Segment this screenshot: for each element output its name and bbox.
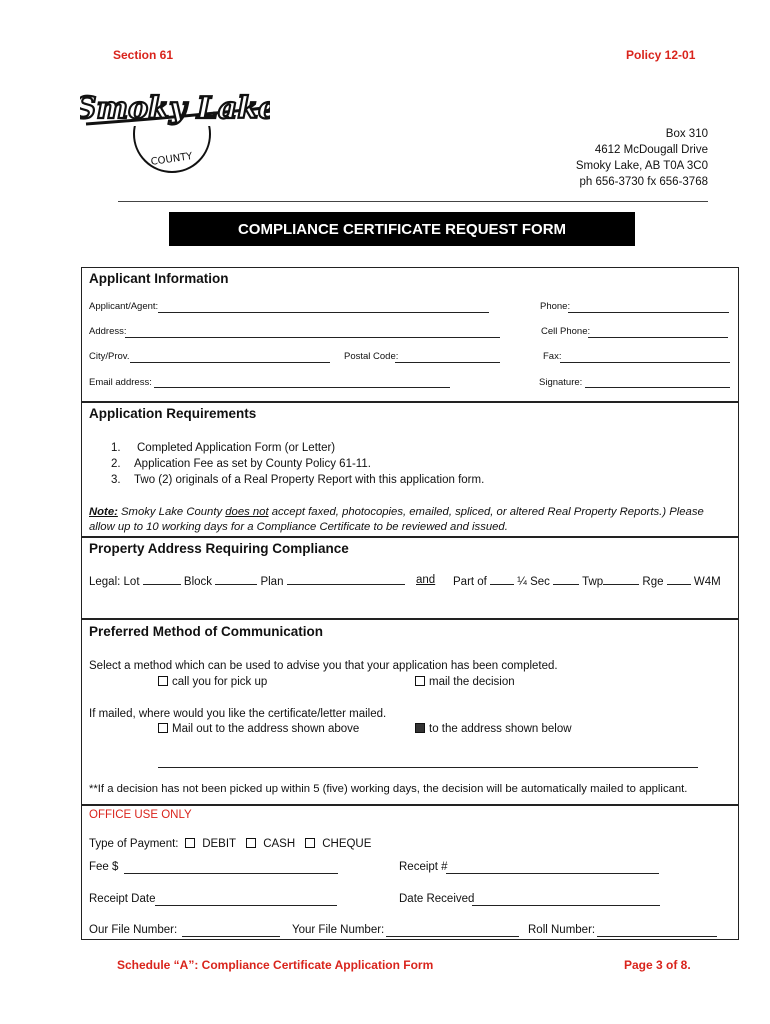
mailed-question: If mailed, where would you like the certificate/letter mailed.: [89, 708, 387, 720]
option-address-below[interactable]: [415, 723, 572, 735]
note-text-b: accept faxed, photocopies, emailed, spliced, or altered Real Property Reports.) Please: [268, 506, 704, 518]
quarter-sec-label: ¼ Sec: [517, 576, 550, 588]
requirements-note: [89, 506, 704, 518]
our-file-number-label: Our File Number:: [89, 924, 178, 936]
sec-field[interactable]: [553, 574, 579, 585]
requirements-heading: Application Requirements: [89, 406, 257, 421]
communication-instruction: Select a method which can be used to advise you that your application has been completed.: [89, 660, 558, 672]
receipt-date-label: Receipt Date: [89, 893, 156, 905]
header-divider: [118, 201, 708, 202]
plan-label: Plan: [260, 576, 284, 588]
receipt-number-label: Receipt #: [399, 861, 448, 873]
your-file-number-field[interactable]: [386, 936, 519, 937]
mailing-address-field[interactable]: [158, 767, 698, 768]
fee-label: Fee $: [89, 861, 119, 873]
page-number: Page 3 of 8.: [624, 958, 691, 972]
checkbox-icon[interactable]: [158, 676, 168, 686]
option-call-pickup[interactable]: [158, 676, 267, 688]
option-call-label: call you for pick up: [172, 676, 268, 688]
address-city: Smoky Lake, AB T0A 3C0: [575, 160, 708, 172]
twp-label: Twp: [582, 576, 604, 588]
and-label: and: [416, 574, 436, 586]
requirement-item: Application Fee as set by County Policy 61-11.: [134, 458, 371, 470]
payment-type-label: Type of Payment:: [89, 838, 179, 850]
city-prov-field[interactable]: [130, 362, 330, 363]
roll-number-label: Roll Number:: [528, 924, 596, 936]
address-street: 4612 McDougall Drive: [594, 144, 708, 156]
block-field[interactable]: [215, 574, 257, 585]
rge-label: Rge: [642, 576, 664, 588]
checkbox-checked-icon[interactable]: [415, 723, 425, 733]
county-logo: [80, 78, 270, 174]
applicant-agent-label: Applicant/Agent:: [89, 301, 159, 312]
signature-field[interactable]: [585, 387, 730, 388]
cheque-label: CHEQUE: [322, 838, 372, 850]
form-title: COMPLIANCE CERTIFICATE REQUEST FORM: [169, 212, 635, 246]
postal-code-field[interactable]: [395, 362, 500, 363]
your-file-number-label: Your File Number:: [292, 924, 385, 936]
our-file-number-field[interactable]: [182, 936, 280, 937]
option-address-below-label: to the address shown below: [429, 723, 572, 735]
option-mail-decision[interactable]: [415, 676, 515, 688]
note-label: Note:: [89, 506, 118, 518]
cell-phone-label: Cell Phone:: [541, 326, 591, 337]
rge-field[interactable]: [667, 574, 691, 585]
applicant-section: [81, 267, 739, 402]
block-label: Block: [183, 576, 213, 588]
requirement-item-number: 1.: [111, 442, 121, 454]
cell-phone-field[interactable]: [588, 337, 728, 338]
checkbox-icon[interactable]: [185, 838, 195, 848]
phone-label: Phone:: [540, 301, 571, 312]
option-mail-above-label: Mail out to the address shown above: [172, 723, 360, 735]
schedule-footer: Schedule “A”: Compliance Certificate Application Form: [117, 958, 434, 972]
communication-heading: Preferred Method of Communication: [89, 624, 324, 639]
checkbox-icon[interactable]: [415, 676, 425, 686]
w4m-label: W4M: [693, 576, 721, 588]
address-phone-fax: ph 656-3730 fx 656-3768: [579, 176, 708, 188]
checkbox-icon[interactable]: [246, 838, 256, 848]
checkbox-icon[interactable]: [158, 723, 168, 733]
signature-label: Signature:: [539, 377, 583, 388]
fee-field[interactable]: [124, 873, 338, 874]
address-box: Box 310: [665, 128, 708, 140]
phone-field[interactable]: [568, 312, 729, 313]
twp-field[interactable]: [603, 574, 639, 585]
fax-label: Fax:: [543, 351, 562, 362]
property-heading: Property Address Requiring Compliance: [89, 541, 349, 556]
city-prov-label: City/Prov.: [89, 351, 130, 362]
payment-cash-option[interactable]: [246, 838, 295, 850]
county-address: [576, 126, 708, 190]
legal-description-row: [89, 574, 405, 588]
lot-field[interactable]: [143, 574, 181, 585]
policy-number: Policy 12-01: [626, 48, 696, 62]
note-does-not: does not: [225, 506, 269, 518]
plan-field[interactable]: [287, 574, 405, 585]
requirement-item: Two (2) originals of a Real Property Report with this application form.: [134, 474, 485, 486]
option-mail-decision-label: mail the decision: [429, 676, 515, 688]
applicant-heading: Applicant Information: [89, 271, 229, 286]
part-of-label: Part of: [453, 576, 487, 588]
checkbox-icon[interactable]: [305, 838, 315, 848]
date-received-field[interactable]: [472, 905, 660, 906]
applicant-agent-field[interactable]: [158, 312, 489, 313]
fax-field[interactable]: [560, 362, 730, 363]
communication-footnote: **If a decision has not been picked up within 5 (five) working days, the decision will be automatically mailed to applicant.: [89, 783, 688, 795]
office-use-heading: OFFICE USE ONLY: [89, 809, 192, 821]
postal-code-label: Postal Code:: [344, 351, 399, 362]
date-received-label: Date Received: [399, 893, 475, 905]
requirement-item-number: 3.: [111, 474, 121, 486]
svg-text:COUNTY: COUNTY: [150, 151, 194, 168]
note-text-a: Smoky Lake County: [117, 506, 226, 518]
roll-number-field[interactable]: [597, 936, 717, 937]
address-field[interactable]: [125, 337, 500, 338]
option-mail-above[interactable]: [158, 723, 359, 735]
debit-label: DEBIT: [202, 838, 237, 850]
cash-label: CASH: [263, 838, 296, 850]
payment-debit-option[interactable]: [185, 838, 236, 850]
payment-cheque-option[interactable]: [305, 838, 371, 850]
legal-lot-label: Legal: Lot: [89, 576, 140, 588]
address-label: Address:: [89, 326, 127, 337]
requirements-note-line2: allow up to 10 working days for a Compliance Certificate to be reviewed and issued.: [89, 521, 508, 533]
section-number: Section 61: [113, 48, 174, 62]
logo-graphic: [80, 78, 270, 174]
requirement-item-number: 2.: [111, 458, 121, 470]
email-label: Email address:: [89, 377, 152, 388]
quarter-section-row: [453, 574, 721, 588]
svg-text:Smoky Lake: Smoky Lake: [80, 91, 270, 126]
receipt-date-field[interactable]: [155, 905, 337, 906]
part-of-field[interactable]: [490, 574, 514, 585]
requirement-item: Completed Application Form (or Letter): [137, 442, 336, 454]
email-field[interactable]: [154, 387, 450, 388]
receipt-number-field[interactable]: [446, 873, 659, 874]
